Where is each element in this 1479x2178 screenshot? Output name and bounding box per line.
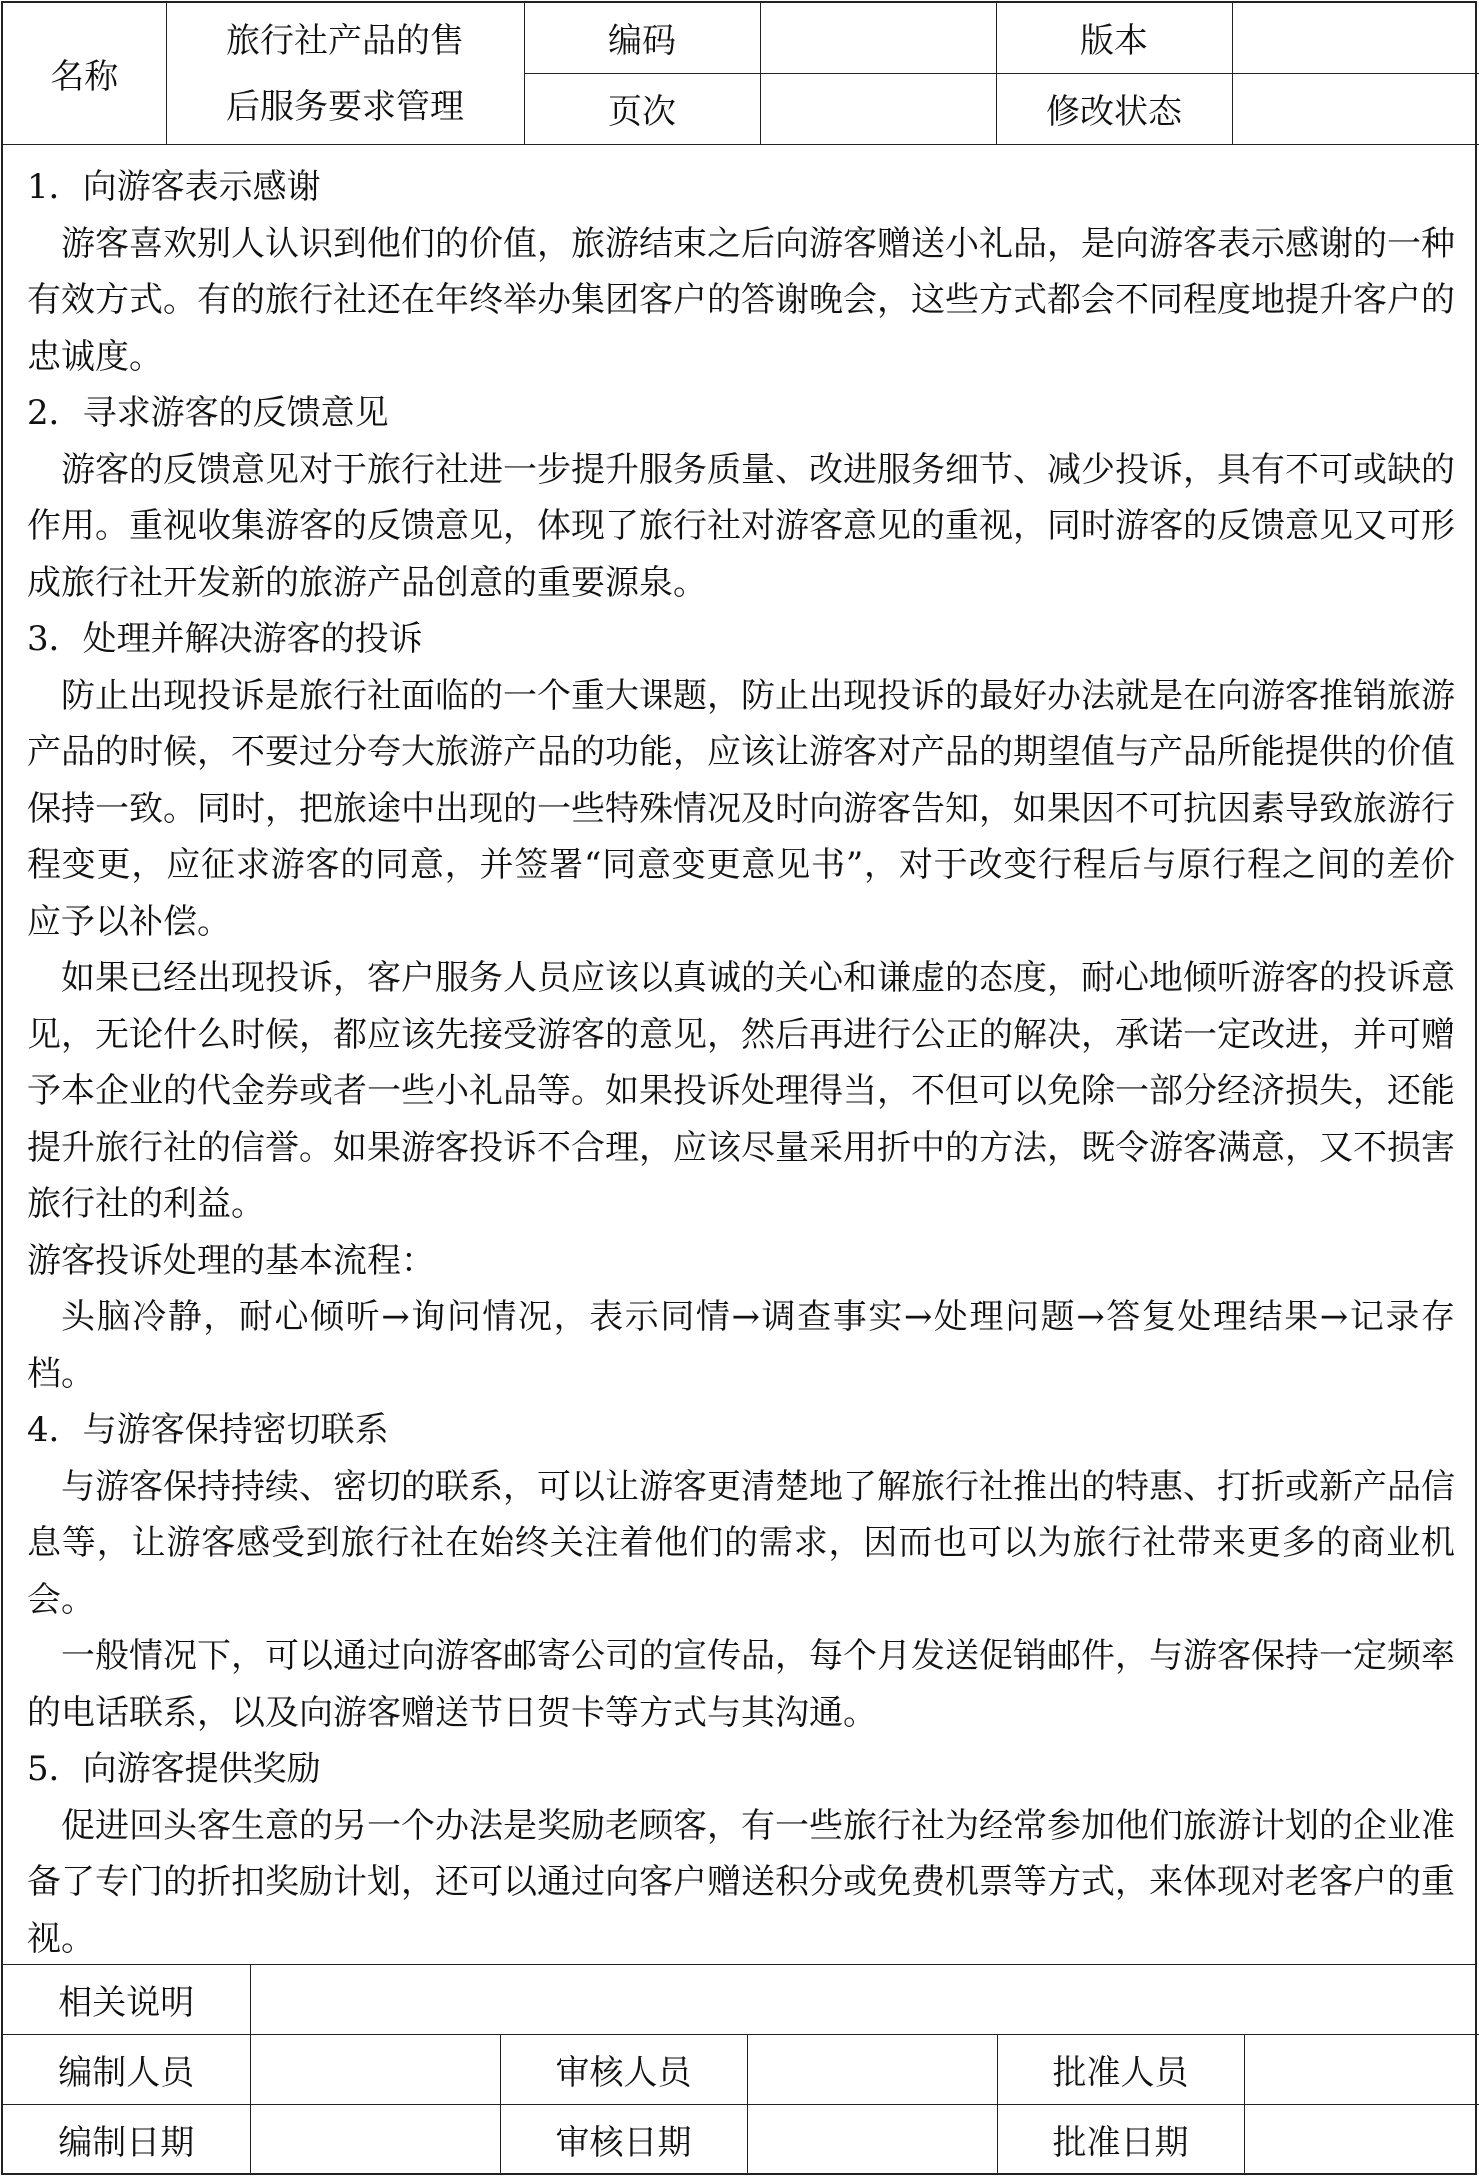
page-value[interactable]: [760, 73, 996, 144]
section-2-title: 2．寻求游客的反馈意见: [27, 393, 389, 433]
approver-label: 批准人员: [997, 2034, 1244, 2104]
version-value[interactable]: [1232, 3, 1479, 73]
section-3-paragraph-1: 防止出现投诉是旅行社面临的一个重大课题，防止出现投诉的最好办法就是在向游客推销旅游产品的时候，不要过分夸大旅游产品的功能，应该让游客对产品的期望值与产品所能提供的价值保持一致。同时，把旅途中出现的一些特殊情况及时向游客告知，如果因不可抗因素导致旅游行程变更，应征求游客的同意，并签署“同意变更意见书”，对于改变行程后与原行程之间的差价应予以补偿。: [27, 675, 1455, 942]
review-date-value[interactable]: [747, 2105, 997, 2174]
section-5-title: 5．向游客提供奖励: [27, 1749, 321, 1789]
approve-date-label: 批准日期: [997, 2105, 1244, 2174]
document-title-line1: 旅行社产品的售: [226, 20, 464, 61]
reviewer-value[interactable]: [747, 2034, 997, 2104]
page-label: 页次: [524, 73, 760, 144]
approver-value[interactable]: [1244, 2034, 1479, 2104]
section-4-title: 4．与游客保持密切联系: [27, 1410, 389, 1450]
section-3-flow: 头脑冷静，耐心倾听→询问情况，表示同情→调查事实→处理问题→答复处理结果→记录存档。: [27, 1297, 1455, 1394]
footer-table: [3, 1965, 1479, 2174]
document-title-line2: 后服务要求管理: [226, 86, 464, 127]
approve-date-value[interactable]: [1244, 2105, 1479, 2174]
version-label: 版本: [996, 3, 1232, 73]
notes-value[interactable]: [250, 1965, 1479, 2034]
author-value[interactable]: [250, 2034, 500, 2104]
section-1-title: 1．向游客表示感谢: [27, 167, 321, 207]
reviewer-label: 审核人员: [500, 2034, 747, 2104]
document-title: [166, 3, 524, 145]
section-4-paragraph-1: 与游客保持持续、密切的联系，可以让游客更清楚地了解旅行社推出的特惠、打折或新产品信息等，让游客感受到旅行社在始终关注着他们的需求，因而也可以为旅行社带来更多的商业机会。: [27, 1466, 1455, 1620]
document-page: [1, 1, 1477, 2175]
review-date-label: 审核日期: [500, 2105, 747, 2174]
code-label: 编码: [524, 3, 760, 73]
section-3-paragraph-2: 如果已经出现投诉，客户服务人员应该以真诚的关心和谦虚的态度，耐心地倾听游客的投诉意见，无论什么时候，都应该先接受游客的意见，然后再进行公正的解决，承诺一定改进，并可赠予本企业的代金券或者一些小礼品等。如果投诉处理得当，不但可以免除一部分经济损失，还能提升旅行社的信誉。如果游客投诉不合理，应该尽量采用折中的方法，既令游客满意，又不损害旅行社的利益。: [27, 958, 1455, 1224]
name-label: 名称: [3, 3, 166, 145]
revision-label: 修改状态: [996, 73, 1232, 144]
header-table: [3, 3, 1479, 145]
section-1-paragraph: 游客喜欢别人认识到他们的价值，旅游结束之后向游客赠送小礼品，是向游客表示感谢的一种有效方式。有的旅行社还在年终举办集团客户的答谢晚会，这些方式都会不同程度地提升客户的忠诚度。: [27, 223, 1455, 377]
author-date-label: 编制日期: [3, 2105, 250, 2174]
section-4-paragraph-2: 一般情况下，可以通过向游客邮寄公司的宣传品，每个月发送促销邮件，与游客保持一定频率的电话联系，以及向游客赠送节日贺卡等方式与其沟通。: [27, 1636, 1455, 1733]
section-3-title: 3．处理并解决游客的投诉: [27, 619, 423, 659]
revision-value[interactable]: [1232, 73, 1479, 144]
section-2-paragraph: 游客的反馈意见对于旅行社进一步提升服务质量、改进服务细节、减少投诉，具有不可或缺的作用。重视收集游客的反馈意见，体现了旅行社对游客意见的重视，同时游客的反馈意见又可形成旅行社开发新的旅游产品创意的重要源泉。: [27, 449, 1455, 603]
author-label: 编制人员: [3, 2034, 250, 2104]
code-value[interactable]: [760, 3, 996, 73]
notes-label: 相关说明: [3, 1965, 250, 2034]
author-date-value[interactable]: [250, 2105, 500, 2174]
section-3-flow-label: 游客投诉处理的基本流程：: [27, 1240, 435, 1281]
document-body: [3, 145, 1475, 1965]
section-5-paragraph: 促进回头客生意的另一个办法是奖励老顾客，有一些旅行社为经常参加他们旅游计划的企业准备了专门的折扣奖励计划，还可以通过向客户赠送积分或免费机票等方式，来体现对老客户的重视。: [27, 1805, 1455, 1959]
